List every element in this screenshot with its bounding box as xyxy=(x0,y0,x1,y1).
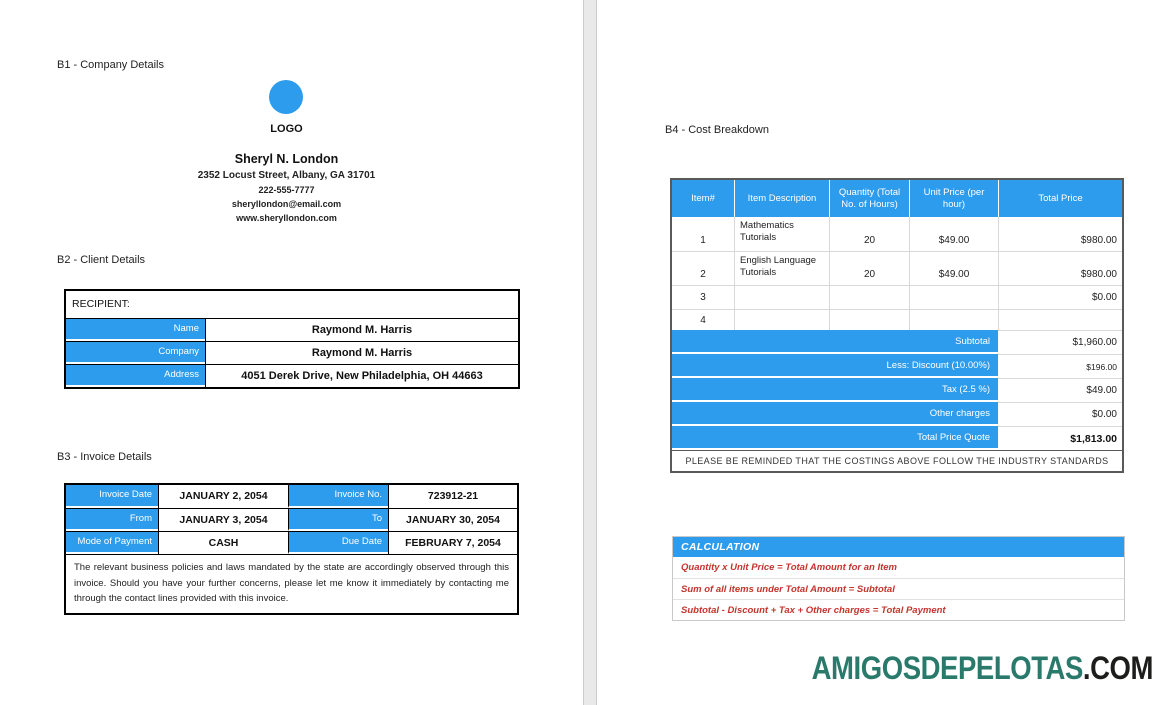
other-charges-label: Other charges xyxy=(672,402,998,426)
payment-mode-label: Mode of Payment xyxy=(66,532,158,554)
invoice-date-label: Invoice Date xyxy=(66,485,158,508)
calculation-header: CALCULATION xyxy=(673,537,1124,557)
item-description: English Language Tutorials xyxy=(734,252,829,285)
item-unit-price xyxy=(909,286,998,309)
item-number: 2 xyxy=(700,269,706,280)
to-label: To xyxy=(288,509,388,531)
other-charges-value: $0.00 xyxy=(998,402,1122,426)
invoice-no-value: 723912-21 xyxy=(388,485,517,508)
b3-section-header: B3 - Invoice Details xyxy=(57,451,152,463)
table-row xyxy=(66,485,517,508)
tax-row xyxy=(672,378,1122,402)
calculation-rule-3: Subtotal - Discount + Tax + Other charges = Total Payment xyxy=(673,599,1124,620)
b2-section-header: B2 - Client Details xyxy=(57,254,146,266)
item-quantity xyxy=(829,310,909,330)
item-total-price: $980.00 xyxy=(998,217,1122,251)
table-row xyxy=(672,309,1122,330)
item-number: 4 xyxy=(700,314,706,326)
tax-label: Tax (2.5 %) xyxy=(672,378,998,402)
total-price-quote-row xyxy=(672,426,1122,450)
calculation-rule-1: Quantity x Unit Price = Total Amount for an Item xyxy=(681,562,897,573)
to-value: JANUARY 30, 2054 xyxy=(388,509,517,531)
b1-section-header: B1 - Company Details xyxy=(57,59,164,71)
cost-table-header-row xyxy=(672,180,1122,217)
other-charges-row xyxy=(672,402,1122,426)
client-address-label: Address xyxy=(66,365,205,387)
client-name-label: Name xyxy=(66,319,205,341)
company-address: 2352 Locust Street, Albany, GA 31701 xyxy=(197,170,376,181)
b4-section-header: B4 - Cost Breakdown xyxy=(665,124,769,136)
due-date-value: FEBRUARY 7, 2054 xyxy=(388,532,517,554)
total-price-quote-value: $1,813.00 xyxy=(998,426,1122,450)
calculation-rule-2: Sum of all items under Total Amount = Subtotal xyxy=(673,578,1124,599)
invoice-no-label: Invoice No. xyxy=(288,485,388,508)
item-unit-price xyxy=(909,310,998,330)
col-header-total-price: Total Price xyxy=(998,180,1122,217)
table-row xyxy=(672,251,1122,285)
client-company-value: Raymond M. Harris xyxy=(205,342,518,364)
watermark xyxy=(812,650,1153,687)
page-divider xyxy=(583,0,597,705)
item-total-price: $980.00 xyxy=(998,252,1122,285)
payment-mode-value: CASH xyxy=(158,532,288,554)
item-unit-price: $49.00 xyxy=(909,217,998,251)
table-row xyxy=(672,217,1122,251)
item-number: 3 xyxy=(700,292,706,303)
item-description xyxy=(734,286,829,309)
invoice-date-value: JANUARY 2, 2054 xyxy=(158,485,288,508)
table-row xyxy=(66,341,518,364)
client-name-value: Raymond M. Harris xyxy=(205,319,518,341)
cost-breakdown-table xyxy=(670,178,1124,473)
col-header-unit-price: Unit Price (per hour) xyxy=(909,180,998,217)
due-date-label: Due Date xyxy=(288,532,388,554)
client-company-label: Company xyxy=(66,342,205,364)
company-name: Sheryl N. London xyxy=(234,152,339,166)
logo-label: LOGO xyxy=(270,123,303,135)
table-row xyxy=(66,364,518,387)
client-details-table xyxy=(64,289,520,389)
subtotal-row xyxy=(672,330,1122,354)
company-email: sheryllondon@email.com xyxy=(231,199,342,209)
item-unit-price: $49.00 xyxy=(909,252,998,285)
invoice-details-table xyxy=(64,483,519,615)
recipient-label: RECIPIENT: xyxy=(72,298,130,310)
invoice-policy-note: The relevant business policies and laws mandated by the state are accordingly observed through this invoice. Should you have your further concerns, please let me know it immediately by contacting me through the contact lines provided with this invoice. xyxy=(66,554,517,613)
col-header-item: Item# xyxy=(691,192,715,204)
cost-table-footer-note: PLEASE BE REMINDED THAT THE COSTINGS ABOVE FOLLOW THE INDUSTRY STANDARDS xyxy=(672,450,1122,471)
item-description xyxy=(734,310,829,330)
discount-label: Less: Discount (10.00%) xyxy=(672,354,998,378)
col-header-quantity: Quantity (Total No. of Hours) xyxy=(829,180,909,217)
item-total-price: $0.00 xyxy=(998,286,1122,309)
item-quantity: 20 xyxy=(829,217,909,251)
item-quantity xyxy=(829,286,909,309)
calculation-table xyxy=(672,536,1125,621)
subtotal-label: Subtotal xyxy=(672,330,998,354)
table-row xyxy=(66,318,518,341)
col-header-description: Item Description xyxy=(734,180,829,217)
discount-row xyxy=(672,354,1122,378)
item-total-price xyxy=(998,310,1122,330)
watermark-brand: AMIGOSDEPELOTAS xyxy=(811,650,1083,686)
from-value: JANUARY 3, 2054 xyxy=(158,509,288,531)
item-quantity: 20 xyxy=(829,252,909,285)
company-phone: 222-555-7777 xyxy=(258,185,315,195)
table-row xyxy=(66,531,517,554)
company-logo-circle-icon xyxy=(269,80,303,114)
watermark-tld: .COM xyxy=(1082,650,1153,686)
subtotal-value: $1,960.00 xyxy=(998,330,1122,354)
tax-value: $49.00 xyxy=(998,378,1122,402)
table-row xyxy=(66,508,517,531)
item-description: Mathematics Tutorials xyxy=(734,217,829,251)
table-row xyxy=(672,285,1122,309)
from-label: From xyxy=(66,509,158,531)
client-address-value: 4051 Derek Drive, New Philadelphia, OH 44663 xyxy=(205,365,518,387)
item-number: 1 xyxy=(700,235,706,246)
discount-value: $196.00 xyxy=(998,354,1122,378)
total-price-quote-label: Total Price Quote xyxy=(672,426,998,450)
company-website: www.sheryllondon.com xyxy=(236,213,337,223)
